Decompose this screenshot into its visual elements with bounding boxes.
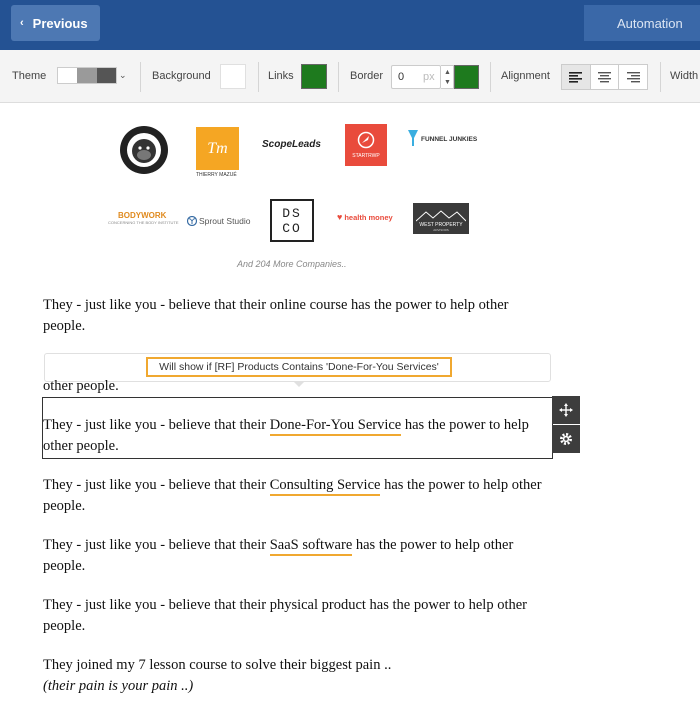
gorilla-logo xyxy=(118,124,170,176)
paragraph-consulting[interactable] xyxy=(43,475,543,517)
paragraph-done-for-you[interactable] xyxy=(43,415,543,457)
links-color-swatch[interactable] xyxy=(301,64,327,89)
theme-color-dark xyxy=(97,68,116,83)
move-block-button[interactable] xyxy=(552,396,580,424)
links-label: Links xyxy=(268,70,294,82)
toolbar-divider xyxy=(660,62,661,92)
previous-button[interactable] xyxy=(11,5,100,41)
theme-label: Theme xyxy=(12,70,47,82)
top-bar xyxy=(0,0,700,50)
thierry-mark: Tm xyxy=(196,127,239,170)
toolbar-divider xyxy=(490,62,491,92)
chevron-down-icon[interactable]: ⌄ xyxy=(119,70,127,80)
highlighted-term[interactable]: Done-For-You Service xyxy=(270,417,402,436)
toolbar-divider xyxy=(338,62,339,92)
align-right-button[interactable] xyxy=(619,65,647,89)
scopeleads-text: ScopeLeads xyxy=(262,139,321,150)
move-icon xyxy=(559,403,573,417)
westproperty-text: WEST PROPERTY xyxy=(419,222,463,228)
border-color-swatch[interactable] xyxy=(454,65,479,89)
align-center-icon xyxy=(598,72,611,83)
westproperty-subtext: ADVISORS xyxy=(433,228,449,232)
highlighted-term[interactable]: SaaS software xyxy=(270,537,353,556)
align-center-button[interactable] xyxy=(591,65,620,89)
automation-button[interactable] xyxy=(584,5,700,41)
paragraph-lesson-course[interactable] xyxy=(43,655,543,697)
dsco-line2: CO xyxy=(282,220,302,236)
more-companies-caption: And 204 More Companies.. xyxy=(237,259,347,269)
mountains-icon xyxy=(416,210,466,222)
paragraph-physical-product[interactable]: They - just like you - believe that their physical product has the power to help other people. xyxy=(43,597,528,634)
funneljunkies-logo xyxy=(408,130,477,148)
stepper-down-icon[interactable]: ▼ xyxy=(444,79,451,86)
bodywork-subtext: CONCERNING THE BODY INSTITUTE xyxy=(108,220,179,225)
gear-icon xyxy=(559,432,573,446)
align-left-button[interactable] xyxy=(562,65,591,89)
startrwp-text: STARTRWP xyxy=(352,153,380,159)
border-width-stepper[interactable] xyxy=(441,65,454,89)
dsco-logo xyxy=(270,199,314,242)
paragraph-suffix: has the power to help other people. xyxy=(43,477,542,514)
toolbar-divider xyxy=(140,62,141,92)
paragraph-suffix: has the power to help other people. xyxy=(43,537,514,574)
paragraph-line: They joined my 7 lesson course to solve their biggest pain .. xyxy=(43,657,392,673)
automation-label: Automation xyxy=(617,15,683,31)
width-label: Width xyxy=(670,70,699,82)
bodywork-text: BODYWORK xyxy=(118,211,167,220)
sproutstudio-logo xyxy=(187,216,251,226)
align-right-icon xyxy=(627,72,640,83)
healthmoney-logo xyxy=(337,212,393,222)
theme-color-mid xyxy=(77,68,96,83)
rocket-icon xyxy=(357,131,375,149)
partial-text-line: other people. xyxy=(43,378,119,394)
alignment-label: Alignment xyxy=(501,70,550,82)
startrwp-logo xyxy=(345,124,387,166)
border-width-input[interactable] xyxy=(391,65,441,89)
theme-picker[interactable] xyxy=(57,67,117,84)
style-toolbar xyxy=(0,50,700,103)
stepper-up-icon[interactable]: ▲ xyxy=(444,69,451,76)
highlighted-term[interactable]: Consulting Service xyxy=(270,477,381,496)
funneljunkies-text: FUNNEL JUNKIES xyxy=(421,135,478,143)
theme-color-light xyxy=(58,68,77,83)
westproperty-logo xyxy=(413,203,469,234)
paragraph-prefix: They - just like you - believe that their xyxy=(43,537,270,553)
paragraph-online-course[interactable]: They - just like you - believe that their online course has the power to help other people. xyxy=(43,297,509,334)
background-color-swatch[interactable] xyxy=(220,64,246,89)
block-settings-button[interactable] xyxy=(552,425,580,453)
paragraph-prefix: They - just like you - believe that their xyxy=(43,417,270,433)
paragraph-saas[interactable] xyxy=(43,535,543,577)
dsco-line1: DS xyxy=(282,205,302,221)
thierry-name: THIERRY MAZUÉ xyxy=(196,172,237,178)
alignment-group xyxy=(561,64,648,90)
heart-icon: ♥ xyxy=(337,212,343,222)
border-label: Border xyxy=(350,70,384,82)
paragraph-italic-line: (their pain is your pain ..) xyxy=(43,678,194,694)
scopeleads-logo xyxy=(262,139,321,150)
sproutstudio-text: Sprout Studio xyxy=(199,216,251,226)
condition-tag[interactable]: Will show if [RF] Products Contains 'Done-For-You Services' xyxy=(146,357,452,377)
border-width-value: 0 xyxy=(398,71,405,83)
paragraph-prefix: They - just like you - believe that their xyxy=(43,477,270,493)
thierry-logo xyxy=(196,127,239,179)
background-label: Background xyxy=(152,70,211,82)
border-width-unit: px xyxy=(423,71,435,83)
funnel-icon xyxy=(408,130,418,148)
toolbar-divider xyxy=(258,62,259,92)
chevron-left-icon: ‹ xyxy=(20,17,24,29)
bodywork-logo xyxy=(108,211,179,225)
paragraph-suffix: has the power to help other people. xyxy=(43,417,529,454)
previous-label: Previous xyxy=(32,15,88,31)
sprout-icon xyxy=(187,216,197,226)
healthmoney-text: health money xyxy=(344,212,393,222)
align-left-icon xyxy=(569,72,582,83)
